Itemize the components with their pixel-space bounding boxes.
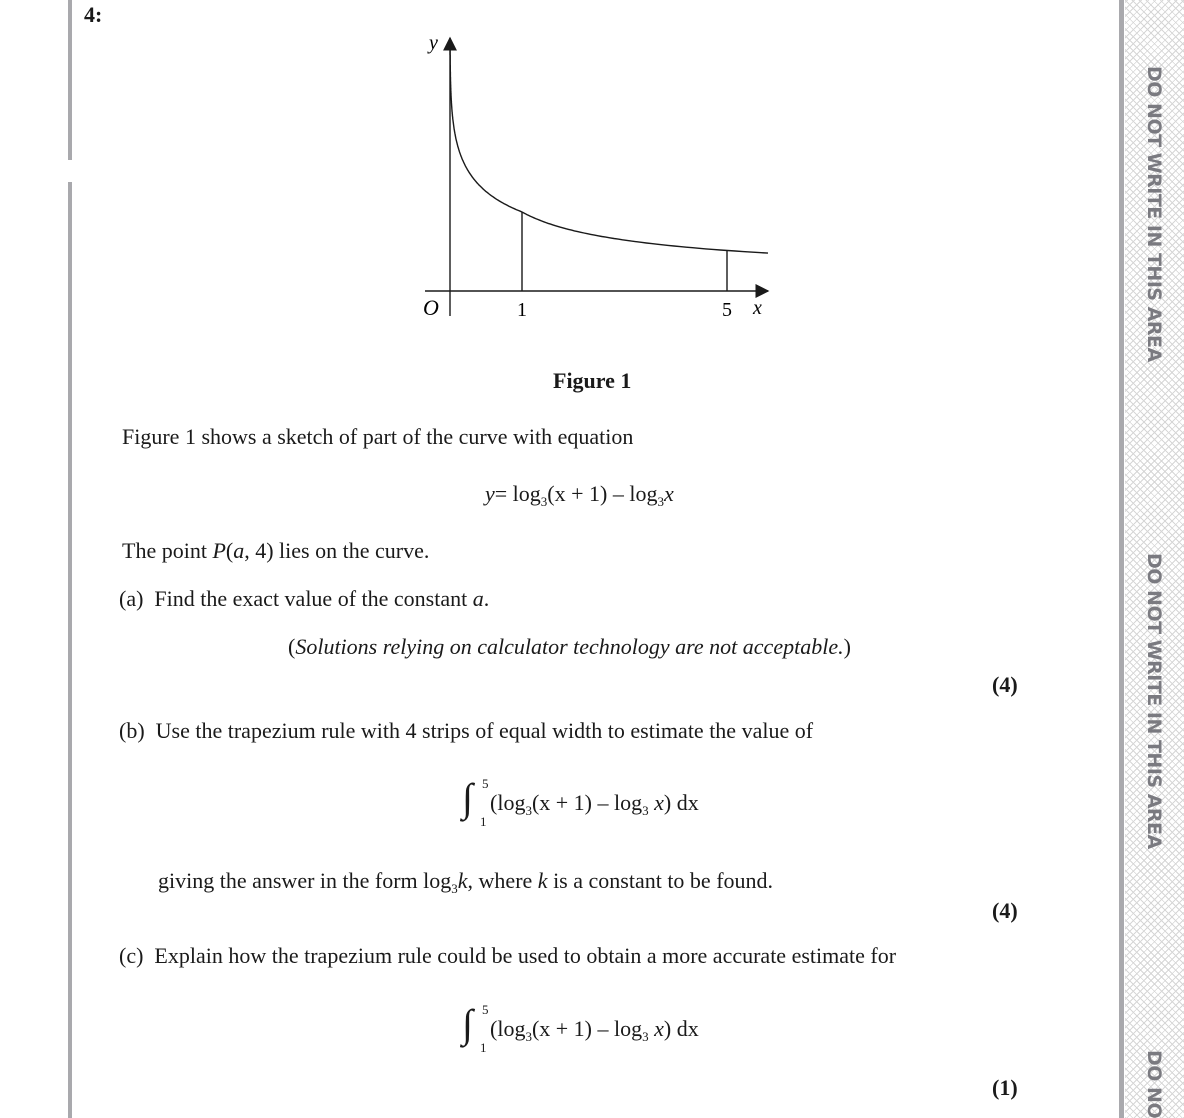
figure-1-graph [0, 0, 1184, 340]
marks-b: (4) [992, 898, 1018, 923]
integral-b: ∫ 5 1 $(\log_3(x + 1) - \log_3 x)$ dx [462, 775, 699, 829]
part-a: (a) Find the exact value of the constant a. [119, 586, 490, 611]
figure-caption: Figure 1 [553, 368, 632, 393]
intro-text: Figure 1 shows a sketch of part of the curve with equation [122, 424, 634, 449]
margin-warning: DO NOT WRITE IN THIS AREA [1143, 66, 1165, 362]
margin-warning: DO NOT WRITE IN THIS AREA [1143, 553, 1165, 849]
point-statement: The point P(a, 4) lies on the curve. [122, 538, 430, 563]
curve [450, 40, 768, 254]
x-axis-label: x [753, 297, 762, 319]
x-tick-label: 5 [722, 299, 732, 321]
margin-warning: DO NO [1143, 1050, 1165, 1118]
curve-equation: $y= \log_3(x + 1) - \log_3x$ [485, 481, 674, 509]
part-c: (c) Explain how the trapezium rule could be used to obtain a more accurate estimate for [119, 943, 897, 968]
integral-c: ∫ 5 1 $(\log_3(x + 1) - \log_3 x)$ dx [462, 1001, 699, 1055]
origin-label: O [423, 295, 439, 320]
part-b: (b) Use the trapezium rule with 4 strips of equal width to estimate the value of [119, 718, 814, 743]
part-a-note: (Solutions relying on calculator technology are not acceptable.) [288, 634, 851, 659]
question-number: 4: [84, 2, 103, 27]
part-b-follow: giving the answer in the form $\log_3k$, where k is a constant to be found. [158, 868, 774, 896]
y-axis-label: y [429, 32, 438, 54]
marks-a: (4) [992, 672, 1018, 697]
marks-c: (1) [992, 1075, 1018, 1100]
x-tick-label: 1 [517, 299, 527, 321]
